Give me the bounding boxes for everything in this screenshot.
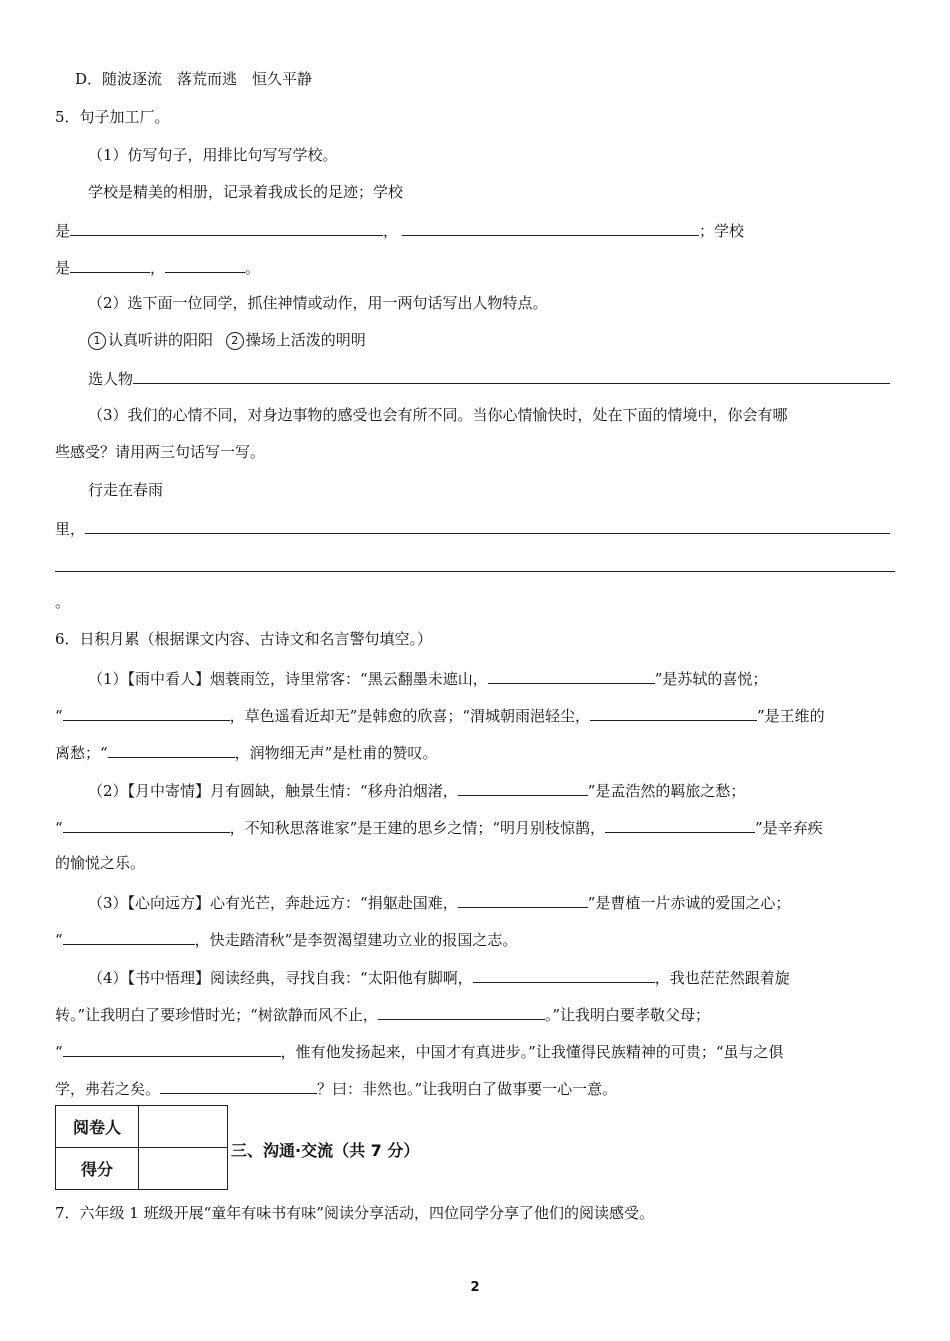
q7-text: 7．六年级 1 班级开展“童年有味书有味”阅读分享活动，四位同学分享了他们的阅读感受。 <box>55 1204 654 1222</box>
text: “ <box>55 931 63 949</box>
q6-s1-line1 <box>88 667 895 689</box>
text: “ <box>55 1043 63 1061</box>
text: ”是孟浩然的羁旅之愁； <box>587 782 746 800</box>
option-2: 操场上活泼的明明 <box>245 331 366 349</box>
answer-blank[interactable] <box>473 966 655 983</box>
text: （3）【心向远方】心有光芒，奔赴远方：“捐躯赴国难， <box>88 894 458 912</box>
q6-s2-line1 <box>88 779 895 801</box>
q5-part2-answer <box>88 367 895 389</box>
q5-title: 5．句子加工厂。 <box>55 108 170 126</box>
q5-part1-line2 <box>55 256 895 278</box>
score-table <box>55 1105 228 1190</box>
text: ”是辛弃疾 <box>755 819 823 837</box>
option-1: 认真听讲的阳阳 <box>108 331 214 349</box>
reviewer-label: 阅卷人 <box>56 1106 139 1148</box>
answer-blank[interactable] <box>378 1003 545 1020</box>
answer-blank[interactable] <box>160 1077 317 1094</box>
text: （1）【雨中看人】烟蓑雨笠，诗里常客：“黑云翻墨未遮山， <box>88 670 488 688</box>
prompt: 选人物 <box>88 370 134 388</box>
answer-blank[interactable] <box>70 256 150 273</box>
text: 是 <box>55 222 71 240</box>
q6-s1-line2 <box>55 704 895 726</box>
q6-s3-line1 <box>88 891 895 913</box>
answer-blank[interactable] <box>165 256 245 273</box>
answer-blank[interactable] <box>63 928 195 945</box>
section-3-title: 三、沟通·交流（共 7 分） <box>231 1141 420 1160</box>
q6-s4-line1 <box>88 966 895 988</box>
reviewer-field[interactable] <box>139 1106 228 1148</box>
text: 。”让我明白要孝敬父母； <box>544 1006 711 1024</box>
text: ”是曹植一片赤诚的爱国之心； <box>587 894 791 912</box>
answer-blank[interactable] <box>458 779 588 796</box>
text: 是 <box>55 259 71 277</box>
text: 离愁；“ <box>55 744 108 762</box>
q5-part2-options <box>88 330 895 350</box>
q5-part1-instruction: （1）仿写句子，用排比句写写学校。 <box>88 146 338 164</box>
q5-part3-answer-line1 <box>55 517 895 539</box>
text: “ <box>55 707 63 725</box>
answer-blank[interactable] <box>402 219 699 236</box>
text: ”是王维的 <box>757 707 825 725</box>
q5-part2-instruction: （2）选下面一位同学，抓住神情或动作，用一两句话写出人物特点。 <box>88 294 548 312</box>
answer-blank[interactable] <box>63 816 230 833</box>
answer-blank[interactable] <box>108 741 235 758</box>
answer-blank[interactable] <box>458 891 588 908</box>
q5-part3-line2: 些感受？请用两三句话写一写。 <box>55 443 266 461</box>
q6-s2-line3: 的愉悦之乐。 <box>55 854 146 872</box>
answer-blank[interactable] <box>605 816 755 833</box>
q5-part3-line1: （3）我们的心情不同，对身边事物的感受也会有所不同。当你心情愉快时，处在下面的情境中，你会有哪 <box>88 406 788 424</box>
text: ， <box>150 259 166 277</box>
text: （2）【月中寄情】月有圆缺，触景生情：“移舟泊烟渚， <box>88 782 458 800</box>
text: ，我也茫茫然跟着旋 <box>654 969 790 987</box>
text: 转。”让我明白了要珍惜时光；“树欲静而风不止， <box>55 1006 378 1024</box>
q5-part3-period: 。 <box>55 593 71 611</box>
answer-blank[interactable] <box>133 367 890 384</box>
text: 学，弗若之矣。 <box>55 1080 161 1098</box>
circled-number: 1 <box>88 332 106 350</box>
q6-s2-line2 <box>55 816 895 838</box>
text: 里， <box>55 520 86 538</box>
text: ”是苏轼的喜悦； <box>654 670 768 688</box>
q6-s4-line2 <box>55 1003 895 1025</box>
text: ，不知秋思落谁家”是王建的思乡之情；“明月别枝惊鹊， <box>229 819 606 837</box>
q6-title: 6．日积月累（根据课文内容、古诗文和名言警句填空。） <box>55 630 433 648</box>
text: （4）【书中悟理】阅读经典，寻找自我：“太阳他有脚啊， <box>88 969 473 987</box>
q6-s1-line3 <box>55 741 895 763</box>
answer-blank[interactable] <box>590 704 757 721</box>
answer-blank[interactable] <box>488 667 655 684</box>
text: ， <box>383 222 399 240</box>
q5-part1-example: 学校是精美的相册，记录着我成长的足迹；学校 <box>88 183 404 201</box>
q6-s3-line2 <box>55 928 895 950</box>
q5-part3-scene: 行走在春雨 <box>88 481 164 499</box>
text: ，惟有他发扬起来，中国才有真进步。”让我懂得民族精神的可贵；“虽与之俱 <box>280 1043 784 1061</box>
text: ，草色遥看近却无”是韩愈的欣喜；“渭城朝雨浥轻尘， <box>229 707 591 725</box>
q5-part1-line1 <box>55 219 895 241</box>
text: ？曰：非然也。”让我明白了做事要一心一意。 <box>317 1080 618 1098</box>
q6-s4-line3 <box>55 1040 895 1062</box>
text: ，快走踏清秋”是李贺渴望建功立业的报国之志。 <box>194 931 518 949</box>
answer-blank[interactable] <box>63 1040 281 1057</box>
text: 。 <box>245 259 261 277</box>
answer-blank[interactable] <box>63 704 230 721</box>
answer-blank[interactable] <box>85 517 890 534</box>
q6-s4-line4 <box>55 1077 895 1099</box>
q4-option-d: D．随波逐流 落荒而逃 恒久平静 <box>75 70 313 88</box>
score-field[interactable] <box>139 1148 228 1190</box>
answer-blank[interactable] <box>70 219 383 236</box>
text: ，润物细无声”是杜甫的赞叹。 <box>234 744 438 762</box>
text: ；学校 <box>699 222 745 240</box>
answer-line[interactable] <box>55 571 895 572</box>
circled-number: 2 <box>226 332 244 350</box>
score-label: 得分 <box>56 1148 139 1190</box>
text: “ <box>55 819 63 837</box>
page-number: 2 <box>470 1280 480 1295</box>
